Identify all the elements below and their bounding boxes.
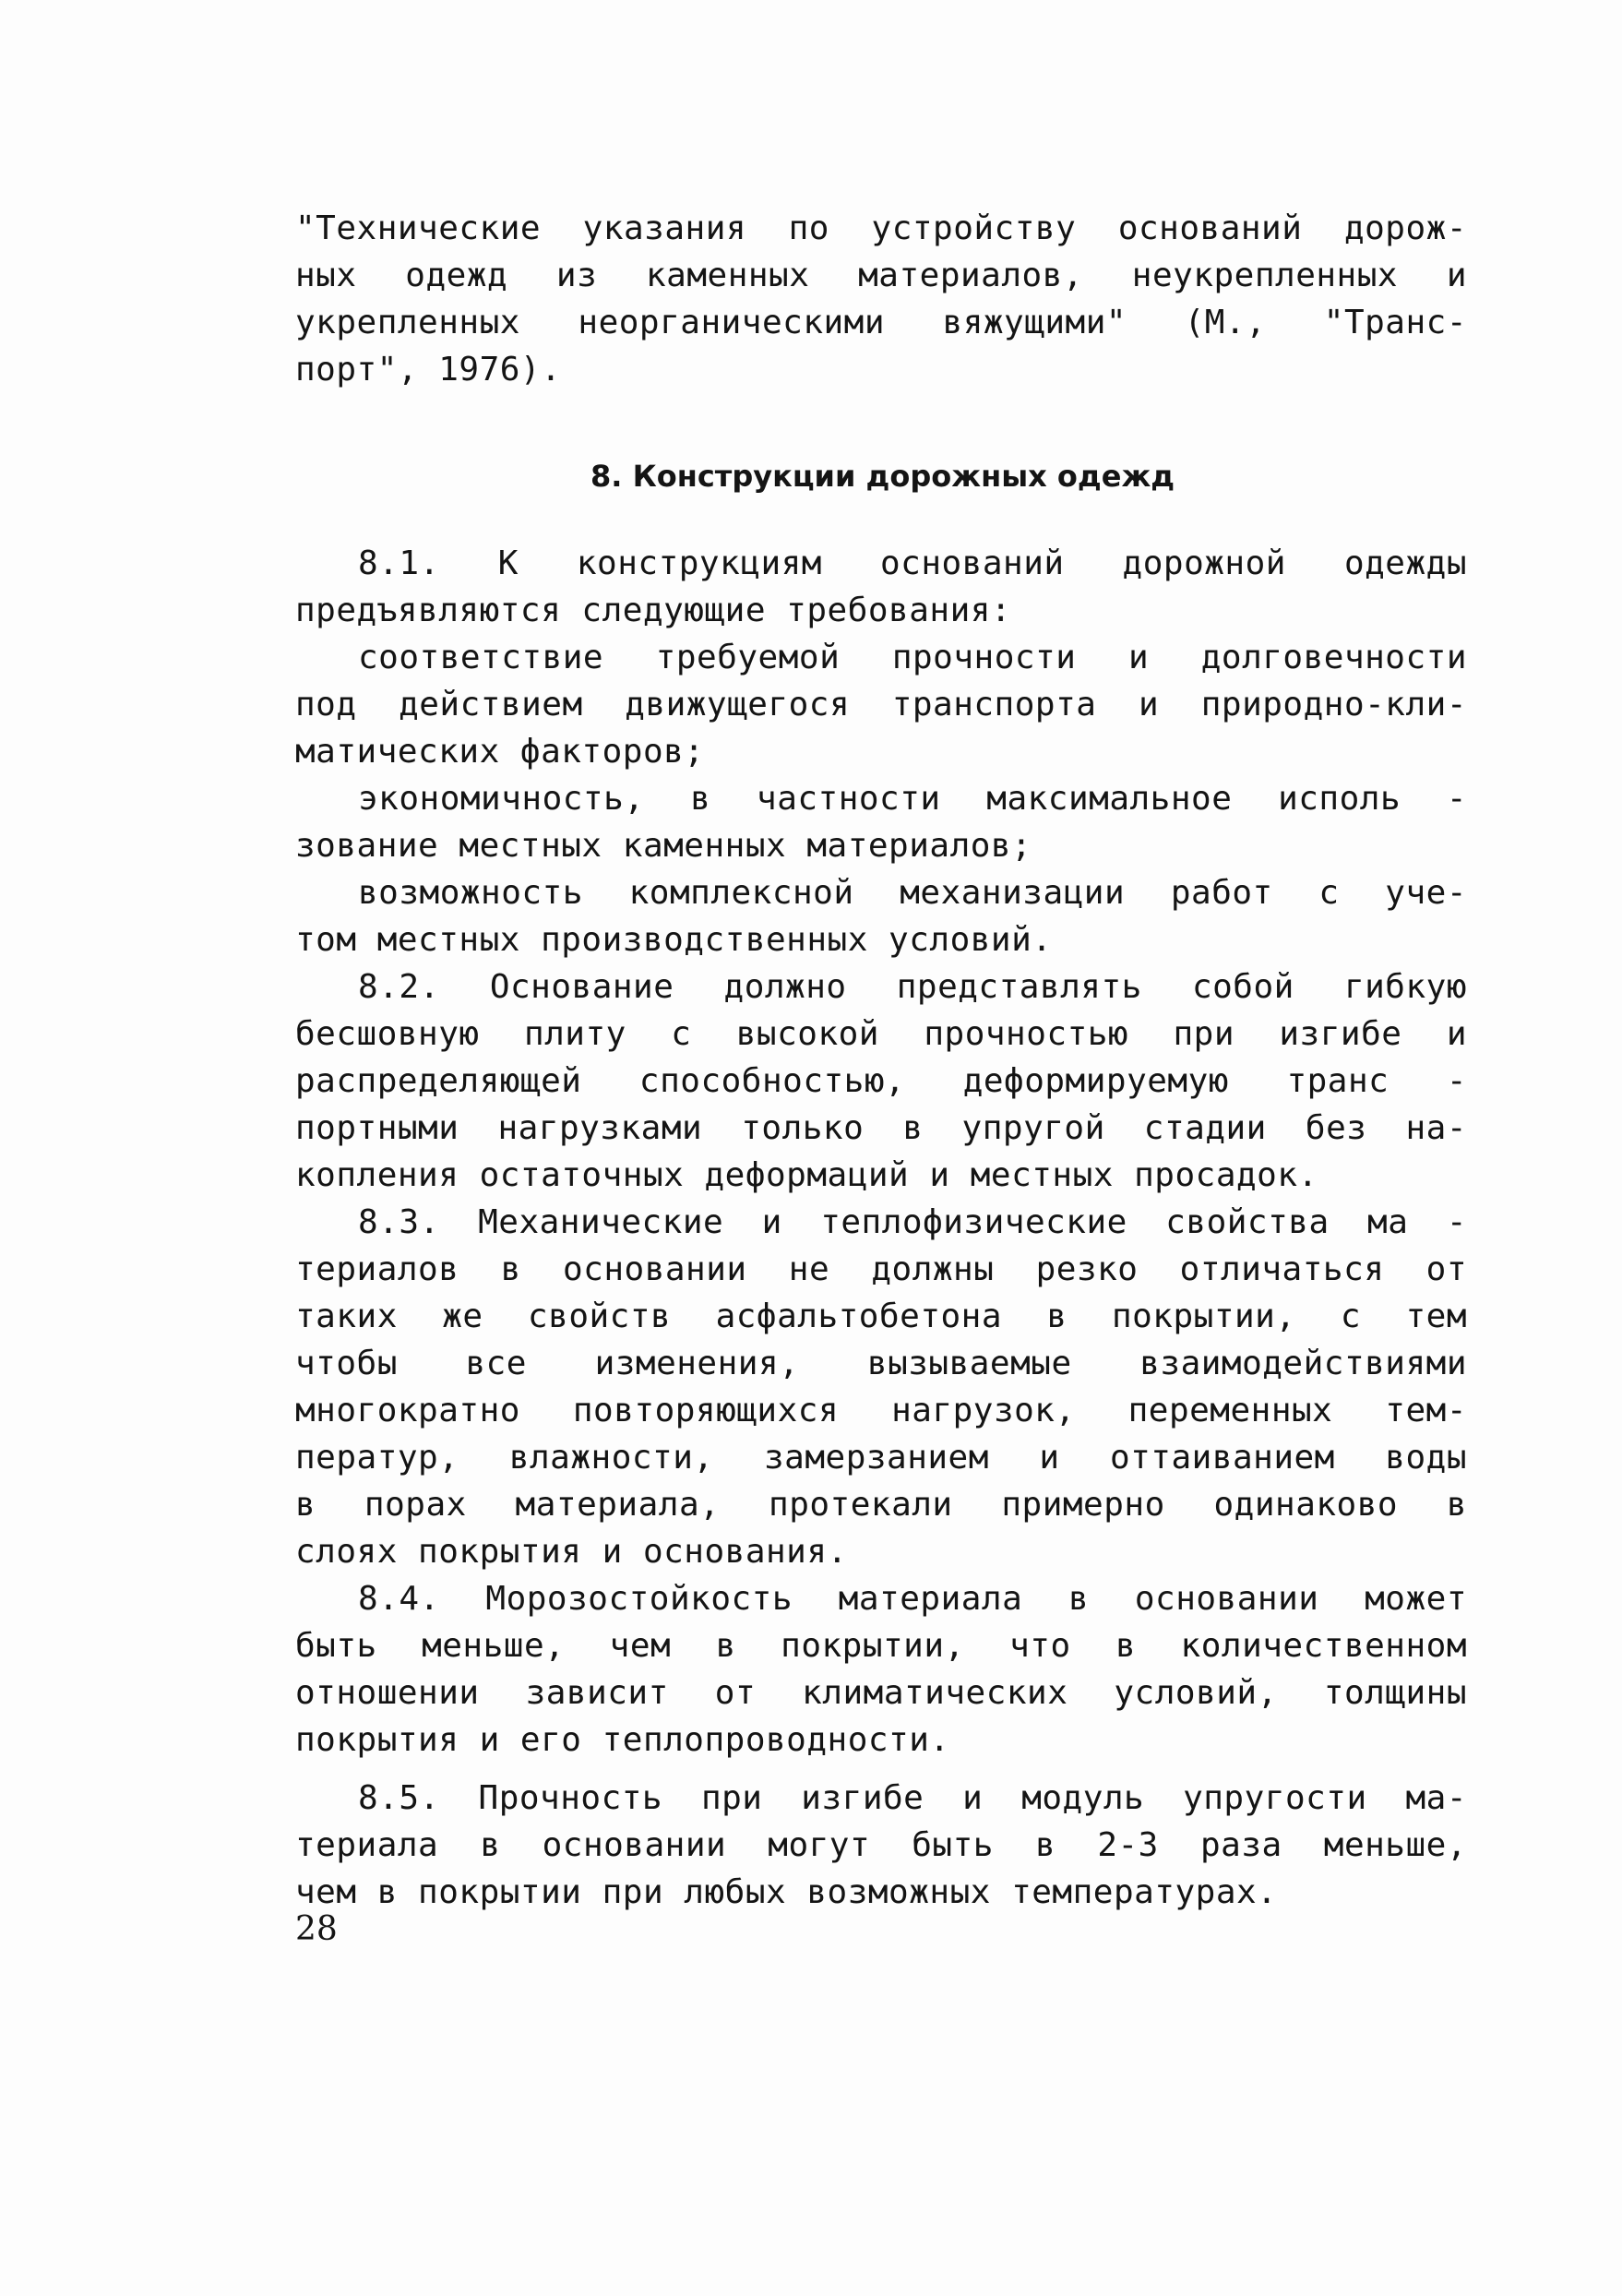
paragraph-line: чем в покрытии при любых возможных температурах. <box>295 1873 1278 1911</box>
paragraph-line: многократно повторяющихся нагрузок, переменных тем- <box>295 1392 1467 1429</box>
paragraph-line: покрытия и его теплопроводности. <box>295 1721 950 1759</box>
paragraph-line: териала в основании могут быть в 2-3 раза меньше, <box>295 1826 1467 1864</box>
intro-line: ных одежд из каменных материалов, неукрепленных и <box>295 257 1467 294</box>
requirement-mechanization <box>295 869 1467 963</box>
paragraph-line: под действием движущегося транспорта и природно-кли- <box>295 686 1467 723</box>
intro-line: "Технические указания по устройству оснований дорож- <box>295 209 1467 247</box>
paragraph-line: портными нагрузками только в упругой стадии без на- <box>295 1109 1467 1147</box>
paragraph-8-1 <box>295 540 1467 634</box>
paragraph-8-5 <box>295 1775 1467 1916</box>
paragraph-line: распределяющей способностью, деформируемую транс - <box>295 1062 1467 1100</box>
paragraph-line: матических факторов; <box>295 733 705 771</box>
paragraph-line: чтобы все изменения, вызываемые взаимодействиями <box>295 1345 1467 1382</box>
paragraph-line: териалов в основании не должны резко отличаться от <box>295 1250 1467 1288</box>
requirement-durability <box>295 634 1467 775</box>
paragraph-line: таких же свойств асфальтобетона в покрытии, с тем <box>295 1297 1467 1335</box>
paragraph-line: 8.2. Основание должно представлять собой гибкую <box>358 968 1467 1006</box>
paragraph-line: ператур, влажности, замерзанием и оттаиванием воды <box>295 1439 1467 1477</box>
paragraph-line: 8.3. Механические и теплофизические свойства ма - <box>358 1203 1467 1241</box>
paragraph-line: 8.1. К конструкциям оснований дорожной одежды <box>358 544 1467 582</box>
paragraph-line: 8.4. Морозостойкость материала в основании может <box>358 1580 1467 1618</box>
intro-line: порт", 1976). <box>295 351 562 389</box>
intro-line: укрепленных неорганическими вяжущими" (М., "Транс- <box>295 304 1467 341</box>
paragraph-8-3 <box>295 1199 1467 1575</box>
paragraph-line: экономичность, в частности максимальное исполь - <box>358 780 1467 818</box>
section-body <box>295 540 1467 1916</box>
paragraph-line: соответствие требуемой прочности и долговечности <box>358 639 1467 676</box>
section-heading: 8. Конструкции дорожных одежд <box>590 459 1175 494</box>
paragraph-line: том местных производственных условий. <box>295 921 1053 959</box>
paragraph-line: бесшовную плиту с высокой прочностью при изгибе и <box>295 1015 1467 1053</box>
paragraph-8-2 <box>295 963 1467 1199</box>
paragraph-8-4 <box>295 1575 1467 1764</box>
requirement-economy <box>295 775 1467 869</box>
paragraph-line: предъявляются следующие требования: <box>295 592 1012 629</box>
paragraph-line: зование местных каменных материалов; <box>295 827 1032 865</box>
paragraph-line: быть меньше, чем в покрытии, что в количественном <box>295 1627 1467 1665</box>
paragraph-line: слоях покрытия и основания. <box>295 1533 848 1571</box>
paragraph-line: 8.5. Прочность при изгибе и модуль упругости ма- <box>358 1779 1467 1817</box>
paragraph-line: копления остаточных деформаций и местных просадок. <box>295 1156 1318 1194</box>
paragraph-line: отношении зависит от климатических условий, толщины <box>295 1674 1467 1712</box>
intro-paragraph <box>295 205 1467 393</box>
paragraph-line: возможность комплексной механизации работ с уче- <box>358 874 1467 912</box>
page-number: 28 <box>295 1910 338 1948</box>
paragraph-line: в порах материала, протекали примерно одинаково в <box>295 1486 1467 1524</box>
